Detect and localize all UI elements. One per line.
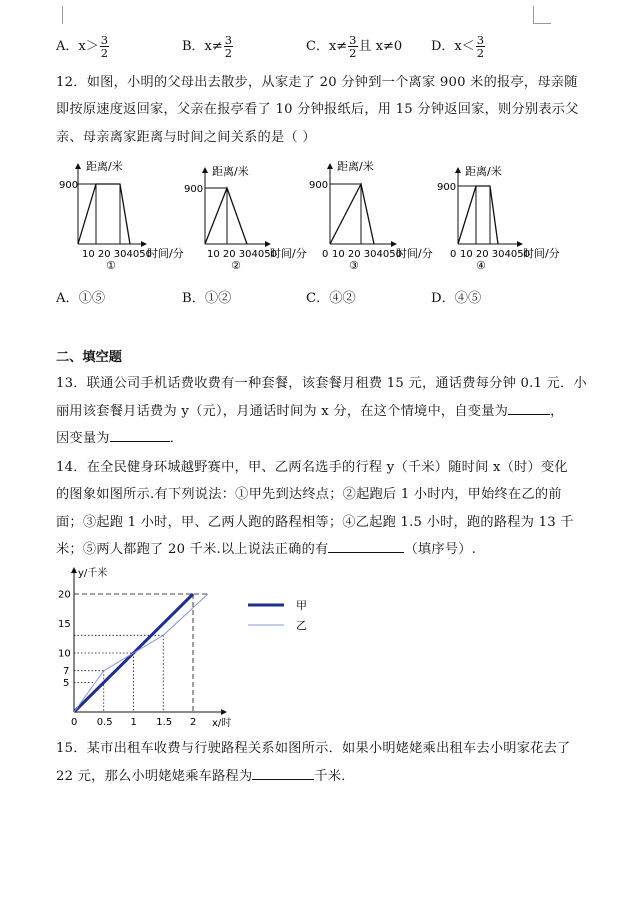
- legend-label-yi: 乙: [296, 619, 307, 632]
- q13-line-2: 丽用该套餐月话费为 y（元），月通话时间为 x 分，在这个情境中，自变量为 ，: [56, 400, 564, 419]
- graph-1-xticks: 10 20 304050: [82, 249, 152, 260]
- q12-option-c: C．④②: [306, 291, 356, 306]
- q11-option-c-label: C．x≠: [306, 39, 348, 54]
- y-tick-label: 15: [58, 619, 71, 630]
- graph-4-xlabel: 时间/分: [523, 247, 560, 260]
- graph-1-ytick: 900: [59, 180, 79, 191]
- graph-1-ylabel: 距离/米: [86, 160, 123, 173]
- q12-option-a: A．①⑤: [56, 291, 106, 306]
- q11-option-b: [182, 34, 234, 59]
- graph-4-xticks: 10 20 304050: [460, 249, 530, 260]
- answer-blank[interactable]: [508, 401, 550, 415]
- q12-option-b: B．①②: [182, 291, 232, 306]
- fraction: $\frac{3}{2}$: [100, 33, 109, 60]
- graph-3-ylabel: 距离/米: [337, 160, 374, 173]
- chart-legend: [240, 592, 340, 636]
- race-chart: [40, 562, 340, 732]
- chart-xlabel: x/时: [212, 718, 232, 729]
- graph-4-circled: ④: [476, 259, 486, 272]
- graph-3: [309, 159, 433, 272]
- answer-blank[interactable]: [252, 766, 314, 780]
- q12-line-2: 即按原速度返回家，父亲在报亭看了 10 分钟报纸后，用 15 分钟返回家，则分别表示父: [56, 102, 579, 117]
- graph-1-circled: ①: [106, 259, 116, 272]
- y-tick-label: 7: [63, 666, 70, 678]
- graph-2-ytick: 900: [184, 184, 204, 195]
- y-tick-label: 20: [58, 589, 71, 601]
- x-tick-label: 2: [190, 717, 197, 728]
- graph-3-origin: 0: [322, 249, 329, 260]
- y-tick-label: 10: [58, 648, 71, 660]
- chart-ylabel: y/千米: [78, 568, 108, 579]
- q12-line-1: 12．如图，小明的父母出去散步，从家走了 20 分钟到一个离家 900 米的报亭，母亲随: [56, 75, 578, 90]
- legend-label-jia: 甲: [296, 599, 307, 612]
- graph-2-xticks: 10 20 304050: [207, 249, 277, 260]
- graph-2-xlabel: 时间/分: [270, 247, 307, 260]
- fraction: $\frac{3}{2}$: [224, 33, 233, 60]
- x-tick-label: 0: [71, 717, 78, 728]
- graph-4-origin: 0: [450, 249, 457, 260]
- y-tick-label: 5: [63, 678, 70, 689]
- graph-2-circled: ②: [231, 259, 241, 272]
- graph-2-ylabel: 距离/米: [212, 165, 249, 178]
- fraction: $\frac{3}{2}$: [349, 33, 357, 60]
- x-tick-label: 1.5: [156, 717, 173, 728]
- fraction: $\frac{3}{2}$: [476, 33, 485, 60]
- graph-3-xticks: 10 20 304050: [332, 249, 402, 260]
- answer-blank[interactable]: [328, 539, 404, 553]
- q14-line-2: 的图象如图所示.有下列说法：①甲先到达终点；②起跑后 1 小时内，甲始终在乙的前: [56, 487, 562, 502]
- series-line-yi: [74, 594, 208, 712]
- answer-blank[interactable]: [110, 428, 170, 442]
- corner-mark-right: [533, 6, 551, 24]
- q15-line-1: 15．某市出租车收费与行驶路程关系如图所示．如果小明姥姥乘出租车去小明家花去了: [56, 741, 571, 756]
- q11-option-a: [56, 34, 110, 59]
- graph-4-ylabel: 距离/米: [465, 165, 502, 178]
- q11-option-d: [431, 34, 486, 59]
- q14-line-4: 米；⑤两人都跑了 20 千米.以上说法正确的有 （填序号）.: [56, 538, 476, 557]
- x-tick-label: 0.5: [96, 717, 113, 728]
- x-tick-label: 1: [130, 717, 137, 728]
- q11-option-b-label: B．x≠: [182, 39, 223, 54]
- graph-1: [59, 159, 184, 272]
- q14-line-1: 14．在全民健身环城越野赛中，甲、乙两名选手的行程 y（千米）随时间 x（时）变化: [56, 460, 568, 475]
- q12-graphs: [0, 158, 630, 278]
- graph-3-circled: ③: [349, 259, 359, 272]
- q13-line-3: 因变量为 ．: [56, 427, 183, 446]
- q11-option-a-label: A．x＞: [56, 39, 99, 54]
- graph-1-xlabel: 时间/分: [147, 247, 184, 260]
- graph-3-xlabel: 时间/分: [396, 247, 433, 260]
- q15-line-2: 22 元，那么小明姥姥乘车路程为 千米．: [56, 765, 355, 784]
- graph-4-ytick: 900: [437, 182, 457, 193]
- section-title-fill-in: 二、填空题: [56, 350, 122, 365]
- q12-line-3: 亲、母亲离家距离与时间之间关系的是（ ）: [56, 130, 316, 145]
- q12-option-d: D．④⑤: [431, 291, 482, 306]
- graph-2: [184, 164, 307, 272]
- q14-line-3: 面；③起跑 1 小时，甲、乙两人跑的路程相等；④乙起跑 1.5 小时，跑的路程为 13 千: [56, 515, 574, 530]
- q11-option-c: C．x≠ $\frac{3}{2}$ 且 x≠0: [306, 33, 403, 60]
- q11-option-d-label: D．x＜: [431, 39, 475, 54]
- graph-3-ytick: 900: [309, 180, 329, 191]
- q13-line-1: 13．联通公司手机话费收费有一种套餐，该套餐月租费 15 元，通话费每分钟 0.1 元．小: [56, 376, 587, 391]
- graph-4: [437, 164, 560, 272]
- corner-mark-left: [62, 6, 63, 24]
